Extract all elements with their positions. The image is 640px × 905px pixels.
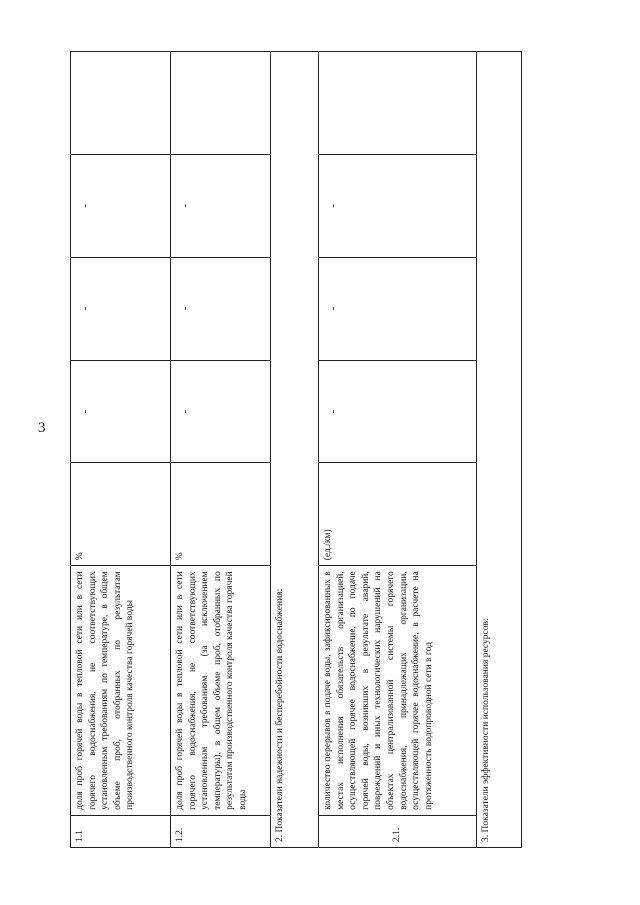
- indicator-description: количество перерывов в подаче воды, зафиксированных в местах исполнения обязательств организацией, осуществляющей горячее водоснабжение, по подаче горячей воды, возникших в результате аварий, повреждений и иных технологических нарушений на объектах централизованной системы горячего водоснабжения, принадлежащих организации, осуществляющей горячее водоснабжение, в расчете на протяженность водопроводной сети в год: [319, 566, 477, 816]
- unit-cell: %: [71, 463, 171, 566]
- row-number: 1.1: [71, 815, 171, 847]
- value-cell: -: [171, 360, 271, 463]
- value-cell: -: [71, 257, 171, 360]
- page-number: 3: [38, 420, 46, 436]
- indicator-description: доля проб горячей воды в тепловой сети или в сети горячего водоснабжения, не соответствующих установленным требованиям (за исключением температуры), в общем объеме проб, отобранных по результатам производственного контроля качества горячей воды: [171, 566, 271, 816]
- empty-cell: [71, 52, 171, 155]
- value-cell: -: [319, 154, 477, 257]
- row-number: 1.2.: [171, 815, 271, 847]
- empty-cell: [171, 52, 271, 155]
- indicator-description: доля проб горячей воды в тепловой сети или в сети горячего водоснабжения, не соответствующих установленным требованиям по температуре, в общем объеме проб, отобранных по результатам производственного контроля качества горячей воды: [71, 566, 171, 816]
- section-heading: 3. Показатели эффективности использования ресурсов:: [477, 52, 522, 848]
- value-cell: -: [171, 154, 271, 257]
- section-row: [477, 52, 522, 848]
- indicators-table: [70, 51, 522, 848]
- section-row: [271, 52, 319, 848]
- unit-cell: (ед./км): [319, 463, 477, 566]
- indicators-table-rotated: [70, 51, 521, 848]
- unit-cell: %: [171, 463, 271, 566]
- value-cell: -: [171, 257, 271, 360]
- empty-cell: [319, 52, 477, 155]
- value-cell: -: [71, 360, 171, 463]
- section-heading: 2. Показатели надежности и бесперебойности водоснабжения:: [271, 52, 319, 848]
- value-cell: -: [319, 257, 477, 360]
- value-cell: -: [319, 360, 477, 463]
- table-row: [319, 52, 477, 848]
- value-cell: -: [71, 154, 171, 257]
- table-row: [171, 52, 271, 848]
- table-row: [71, 52, 171, 848]
- row-number: 2.1.: [319, 815, 477, 847]
